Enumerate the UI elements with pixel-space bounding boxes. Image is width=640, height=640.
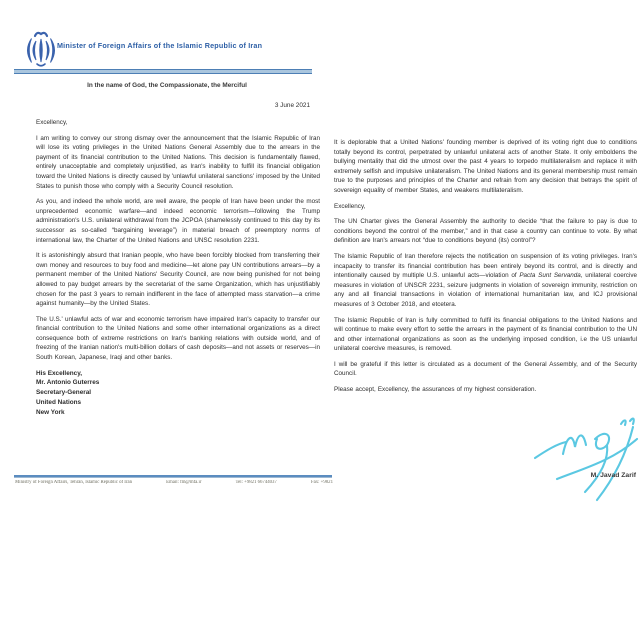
body-paragraph: I will be grateful if this letter is circulated as a document of the General Assembly, and of the Security Council.: [334, 360, 637, 378]
bismillah-line: In the name of God, the Compassionate, the Merciful: [87, 82, 247, 89]
body-paragraph: [334, 252, 637, 310]
addressee-line: His Excellency,: [36, 369, 83, 377]
paragraph-segment: , unilateral coercive measures in violation of UNSCR 2231, seizure judgments in violation of sovereign immunity, restriction on any and all financial transactions in violation of international humanitarian law, and ICJ provisional measures of 3 October 2018, and etcetera.: [334, 272, 638, 308]
footer-fax: Fax: +9821: [310, 480, 333, 485]
addressee-line: Mr. Antonio Guterres: [36, 379, 100, 387]
letter-page-1: [36, 118, 320, 418]
addressee-line: Secretary-General: [36, 389, 92, 397]
footer-email: Email: fm@mfa.ir: [166, 480, 202, 485]
ministry-footer: [15, 480, 333, 485]
addressee-block: [36, 369, 320, 418]
salutation: Excellency,: [36, 119, 68, 126]
closing-line: Please accept, Excellency, the assurances of my highest consideration.: [334, 386, 537, 394]
salutation: Excellency,: [334, 202, 366, 210]
addressee-line: New York: [36, 408, 65, 416]
body-paragraph: The U.S.' unlawful acts of war and economic terrorism have impaired Iran's capacity to transfer our financial contribution to the United Nations and some other international organizations as a direct consequence both of extreme restrictions on Iran's banking relations with outside world, and of freezing of the Iranian nation's multi-billion dollars of cash deposits—and not assets or reserves—in South Korean, Japanese, Iraqi and other banks.: [36, 315, 320, 362]
letterhead-rule: [14, 69, 312, 74]
iran-emblem-icon: [21, 28, 61, 69]
paragraph-segment: The Islamic Republic of Iran therefore rejects the notification on suspension of its voting privileges. Iran's incapacity to transfer its financial contribution has been entirely beyond its control, and is directly and intentionally caused by multiple U.S. unlawful acts—violation of: [334, 252, 637, 280]
signature-name: M. Javad Zarif: [590, 472, 636, 479]
body-paragraph: As you, and indeed the whole world, are well aware, the people of Iran have been under the most unprecedented economic warfare—and indeed economic terrorism—following the Trump administration's U.S. unilateral withdrawal from the JCPOA (shamelessly continued to this day by its successor as so-called “bargaining leverage”) in material breach of preemptory norms of international law, the Charter of the United Nations and UNSC resolution 2231.: [36, 198, 320, 244]
latin-phrase: Pacta Sunt Servanda: [519, 272, 581, 280]
body-paragraph: I am writing to convey our strong dismay over the announcement that the Islamic Republic of Iran will lose its voting privileges in the United Nations General Assembly due to the arrears in the payment of its financial contribution to the United Nations. This decision is fundamentally flawed, entirely unacceptable and completely unjustified, as Iran's inability to fulfill its financial obligation toward the United Nations is directly caused by 'unlawful unilateral sanctions' imposed by the United States to punish those who comply with a Security Council resolution.: [36, 134, 320, 190]
body-paragraph: It is deplorable that a United Nations' founding member is deprived of its voting right due to conditions totally beyond its control, perpetrated by unlawful unilateral acts of another State. It only emboldens the bullying mentality that did the utmost over the past 4 years to torpedo multilateralism and replace it with extremely selfish and impulsive unilateralism. The United Nations and its general membership must remain true to the purposes and principles of the Charter and refrain from any decision that betrays the spirit of sovereign equality of member States, and weakens multilateralism.: [334, 139, 637, 194]
body-paragraph: The Islamic Republic of Iran is fully committed to fulfil its financial obligations to the United Nations and will continue to make every effort to settle the arrears in the payment of its financial contribution to the UN and other international organizations as soon as the underlying imposed condition, i.e the US unlawful unilateral coercive measures, is removed.: [334, 316, 637, 353]
letterhead-title: Minister of Foreign Affairs of the Islamic Republic of Iran: [57, 41, 263, 50]
body-paragraph: The UN Charter gives the General Assembly the authority to decide “that the failure to pay is due to conditions beyond the control of the member,” and in that case a country can continue to vote. By what definition are Iran's arrears not “due to conditions beyond (its) control”?: [334, 218, 637, 245]
footer-tel: Tel: +9821 66744037: [235, 480, 277, 485]
signature-scrawl-icon: [527, 409, 639, 505]
footer-rule: [14, 475, 332, 478]
footer-ministry: Ministry of Foreign Affairs, Tehran, Islamic Republic of Iran: [15, 480, 132, 485]
letter-date: 3 June 2021: [274, 102, 310, 109]
addressee-line: United Nations: [36, 399, 82, 407]
body-paragraph: It is astonishingly absurd that Iranian people, who have been forcibly blocked from transferring their own money and resources to buy food and medicine—let alone pay UN contributions arrears—by a permanent member of the United Nations' Security Council, are now being punished for not being allowed to pay budget arrears by the secretariat of the same Organization, which has unjustifiably chosen for the past 3 years to remain indifferent in the face of attempted mass starvation—a crime against humanity—by the United States.: [36, 252, 320, 308]
letter-page-2: [334, 138, 637, 401]
